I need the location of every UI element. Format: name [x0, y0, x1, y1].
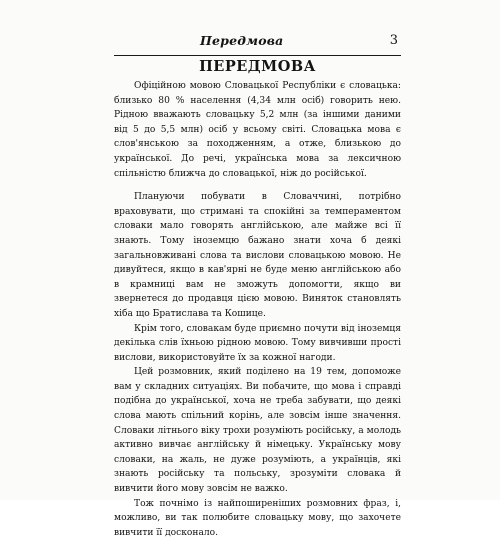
- header-rule: [114, 55, 401, 56]
- body-text: [114, 79, 401, 540]
- paragraph-1: Офіційною мовою Словацької Республіки є словацька: близько 80 % населення (4,34 млн осіб) говорить нею. Рідною вважають словацьку 5,2 млн (за іншими даними від 5 до 5,5 млн) осіб у всьому світі. Словацька мова є слов'янською за походженням, а отже, близькою до української. До речі, українська мова за лексичною спільністю ближча до словацької, ніж до російської.: [114, 81, 401, 179]
- chapter-title: ПЕРЕДМОВА: [199, 58, 316, 75]
- page-number: 3: [389, 33, 398, 48]
- paragraph-5: Тож почнімо із найпоширеніших розмовних фраз, і, можливо, ви так полюбите словацьку мову, що захочете вивчити її досконало.: [114, 498, 401, 538]
- running-head: Передмова: [200, 33, 284, 48]
- paragraph-2: Плануючи побувати в Словаччині, потрібно враховувати, що стримані та спокійні за темпераментом словаки мало говорять англійською, але майже всі її знають. Тому іноземцю бажано знати хоча б деякі загальновживані слова та вислови словацькою мовою. Не дивуйтеся, якщо в кав'ярні не буде меню англійською або в крамниці вам не зможуть допомогти, якщо ви звернетеся до продавця цією мовою. Виняток становлять хіба що Братислава та Кошице.: [114, 192, 401, 319]
- paragraph-3: Крім того, словакам буде приємно почути від іноземця декілька слів їхньою рідною мовою. Тому вивчивши прості вислови, використовуйте їх за кожної нагоди.: [114, 323, 401, 363]
- page-header: [114, 33, 400, 51]
- paragraph-4: Цей розмовник, який поділено на 19 тем, допоможе вам у складних ситуаціях. Ви побачите, що мова і справді подібна до української, хоча не треба забувати, що деякі слова мають спільний корінь, але зовсім інше значення. Словаки літнього віку трохи розуміють російську, а молодь активно вивчає англійську й німецьку. Українську мову словаки, на жаль, не дуже розуміють, а українців, які знають російську та польську, зрозуміти словака й вивчити його мову зовсім не важко.: [114, 367, 401, 495]
